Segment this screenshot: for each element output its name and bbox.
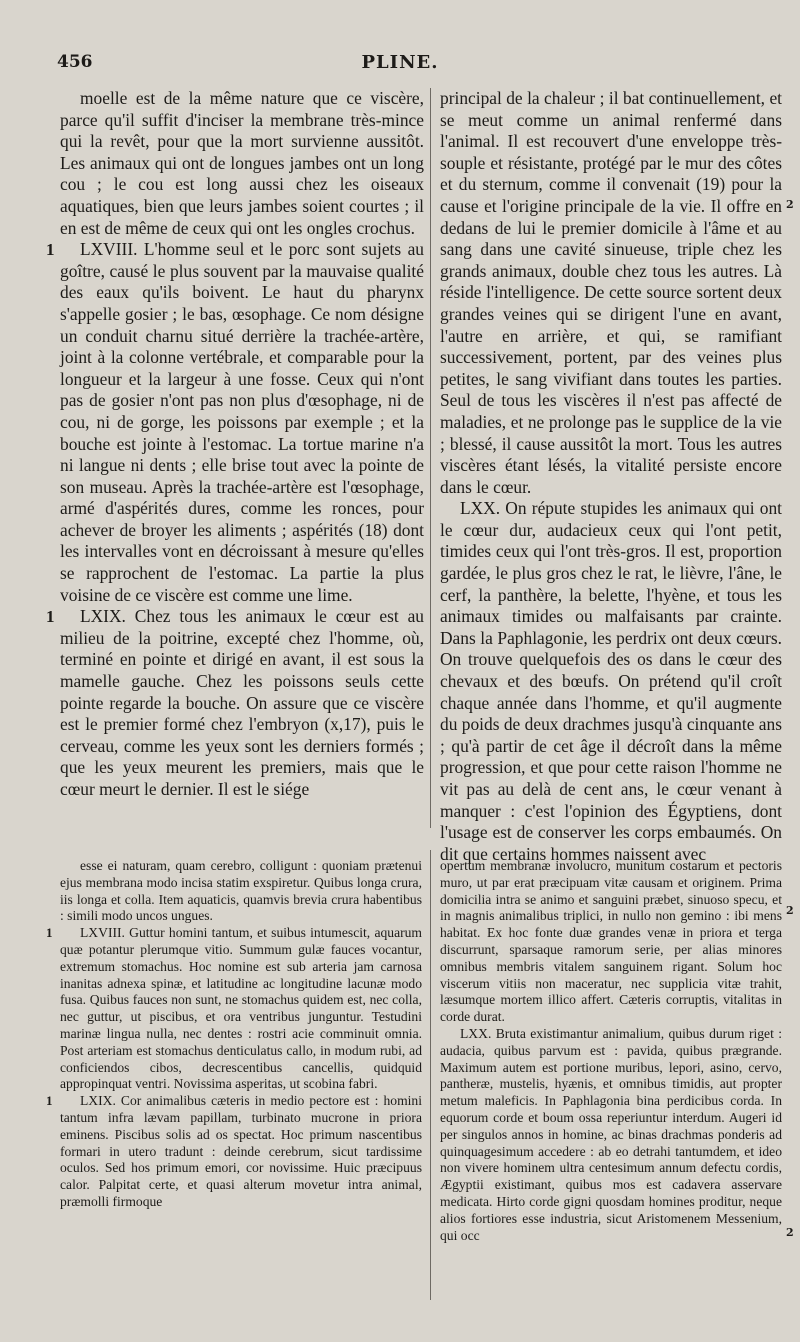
margin-number: 1 xyxy=(46,240,55,260)
french-paragraph: principal de la chaleur ; il bat continuellement, et se meut comme un animal renfermé dans l'animal. Il est recouvert d'une enveloppe très-souple et résistante, protégé par le mur des côtes et du sternum, comme il convenait (19) pour la cause et l'origine principale de la vie. Il offre en dedans de lui le premier domicile à l'âme et au sang dans une cavité sinueuse, triple chez les grands animaux, double chez tous les autres. Là réside l'intelligence. De cette source sortent deux grandes veines qui se dirigent l'une en avant, l'autre en arrière, et qui, se ramifiant successivement, portent, par des veines plus petites, le sang vivifiant dans toutes les parties. Seul de tous les viscères il n'est pas affecté de maladies, et ne prolonge pas le supplice de la vie ; blessé, il cause aussitôt la mort. Tous les autres viscères étant lésés, la vitalité persiste encore dans le cœur. xyxy=(440,88,782,497)
french-left-column xyxy=(46,88,424,822)
margin-number: 2 xyxy=(786,904,794,917)
french-paragraph-lxviii: 1 LXVIII. L'homme seul et le porc sont sujets au goître, causé le plus souvent par la mauvaise qualité des eaux qu'ils boivent. Le haut du pharynx s'appelle gosier ; le bas, œsophage. Ce nom désigne un conduit charnu situé derrière la trachée-artère, joint à la colonne vertébrale, et comparable pour la longueur et la largeur à une fosse. Ceux qui n'ont pas de gosier n'ont pas non plus d'œsophage, ni de cou, ni de gorge, les poissons par exemple ; et la bouche est jointe à l'estomac. La tortue marine n'a ni langue ni dents ; elle brise tout avec la pointe de son museau. Après la trachée-artère est l'œsophage, armé d'aspérités dures, comme les ronces, pour achever de broyer les aliments ; aspérités (18) dont les intervalles vont en décroissant à mesure qu'elles se rapprochent de l'estomac. La partie la plus voisine de ce viscère est comme une lime. xyxy=(46,239,424,605)
french-paragraph: moelle est de la même nature que ce viscère, parce qu'il suffit d'inciser la membrane très-mince qui la revêt, pour que la mort survienne aussitôt. Les animaux qui ont de longues jambes ont un long cou ; le cou est long aussi chez les oiseaux aquatiques, bien que leurs jambes soient courtes ; il en est de même de ceux qui ont les ongles crochus. xyxy=(60,88,424,238)
latin-paragraph-lxx: LXX. Bruta existimantur animalium, quibus durum riget : audacia, quibus parvum est : pavida, quibus prægrande. Maximum autem est portione muribus, lepori, asino, cervo, pantheræ, mustelis, hyænis, et omnibus timidis, aut propter metum maleficis. In Paphlagonia bina perdicibus corda. In equorum corde et boum ossa reperiuntur interdum. Augeri id per singulos annos in homine, ac binas drachmas ponderis ad quinquagesimum accedere : ab eo detrahi tantumdem, et ideo non vivere hominem ultra centesimum annum defectu cordis, Ægyptii existimant, quibus mos est cadavera asservare medicata. Hirto corde gigni quosdam homines proditur, neque alios fortiores esse industria, sicut Aristomenem Messenium, qui occ xyxy=(440,1025,782,1243)
latin-paragraph: opertum membranæ involucro, munitum costarum et pectoris muro, ut par erat præcipuam vitæ causam et originem. Prima domicilia intra se animo et sanguini præbet, sinuoso specu, et in magnis animalibus triplici, in nullo non gemino : ibi mens habitat. Ex hoc fonte duæ grandes venæ in priora et terga discurrunt, sparsaque ramorum serie, per alias minores omnibus membris vitalem sanguinem rigant. Solum hoc viscerum vitiis non maceratur, nec supplicia vitæ trahit, læsumque mortem illico affert. Cæteris corruptis, vitalitas in corde durat. xyxy=(440,858,782,1025)
page-number: 456 xyxy=(57,52,93,72)
latin-right-column xyxy=(440,858,782,1306)
french-paragraph-lxix: 1 LXIX. Chez tous les animaux le cœur est au milieu de la poitrine, excepté chez l'homme, où, terminé en pointe et dirigé en avant, il est sous la mamelle gauche. Chez les poissons seuls cette pointe regarde la bouche. On assure que ce viscère est le premier formé chez l'embryon (x,17), puis le cerveau, comme les yeux sont les derniers formés ; que les yeux meurent les premiers, mais que le cœur meurt le dernier. Il est le siége xyxy=(46,606,424,799)
margin-number: 1 xyxy=(46,607,55,627)
margin-number: 1 xyxy=(46,1093,53,1109)
running-title: PLINE. xyxy=(361,52,439,73)
french-paragraph-lxx: LXX. On répute stupides les animaux qui ont le cœur dur, audacieux ceux qui l'ont petit, timides ceux qui l'ont très-gros. Il est, proportion gardée, le plus gros chez le rat, le lièvre, l'âne, le cerf, la panthère, la belette, l'hyène, et tous les animaux timides ou malfaisants par crainte. Dans la Paphlagonie, les perdrix ont deux cœurs. On trouve quelquefois des os dans le cœur des chevaux et des bœufs. On prétend qu'il croît chaque année dans l'homme, et qu'il augmente du poids de deux drachmes jusqu'à cinquante ans ; qu'à partir de cet âge il décroît dans la même progression, et que pour cette raison l'homme ne vit pas au delà de cent ans, le cœur venant à manquer : c'est l'opinion des Égyptiens, dont l'usage est de conserver les corps embaumés. On dit que certains hommes naissent avec xyxy=(440,498,782,864)
margin-number: 2 xyxy=(786,1226,794,1239)
column-divider xyxy=(430,88,431,828)
french-right-column xyxy=(440,88,782,864)
margin-number: 1 xyxy=(46,925,53,941)
column-divider xyxy=(430,850,431,1300)
margin-number: 2 xyxy=(786,198,794,211)
latin-paragraph-lxix: 1 LXIX. Cor animalibus cæteris in medio pectore est : homini tantum infra lævam papillam, turbinato mucrone in priora eminens. Piscibus solis ad os spectat. Hoc primum nascentibus formari in utero tradunt : deinde cerebrum, sicut tardissime oculos. Sed hos primum emori, cor novissime. Huic præcipuus calor. Palpitat certe, et quasi alterum movetur intra animal, præmolli firmoque xyxy=(46,1093,422,1209)
page-header xyxy=(0,52,800,82)
latin-paragraph: esse ei naturam, quam cerebro, colligunt : quoniam prætenui ejus membrana modo incisa statim exspiretur. Quibus longa crura, iis longa et colla. Item aquaticis, quamvis brevia crura habentibus : simili modo uncos ungues. xyxy=(60,858,422,924)
latin-paragraph-lxviii: 1 LXVIII. Guttur homini tantum, et suibus intumescit, aquarum quæ potantur plerumque vitio. Summum gulæ fauces vocantur, extremum stomachus. Hoc nomine est sub arteria jam carnosa inanitas adnexa spinæ, et latitudine ac longitudine lacunæ modo fusa. Quibus fauces non sunt, ne stomachus quidem est, nec colla, nec guttur, ut piscibus, et ora ventribus junguntur. Testudini marinæ lingua nulla, nec dentes : rostri acie comminuit omnia. Post arteriam est stomachus denticulatus callo, in modum rubi, ad conficiendos cibos, decrescentibus cancellis, quidquid appropinquat ventri. Novissima asperitas, ut scobina fabri. xyxy=(46,925,422,1092)
latin-left-column xyxy=(46,858,422,1306)
